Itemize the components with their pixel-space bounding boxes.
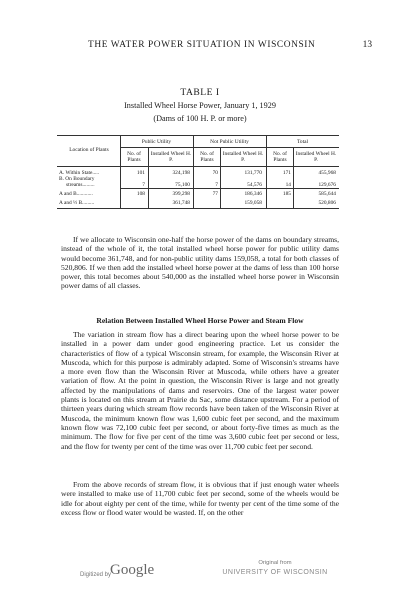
digitized-by-label: Digitized by — [80, 572, 112, 578]
group-total: Total — [297, 139, 308, 145]
cell-value: 399,298 — [172, 191, 190, 197]
page-number: 13 — [362, 40, 372, 50]
row-label: B. On Boundary — [59, 176, 95, 182]
original-from-label: Original from — [258, 560, 292, 566]
header-title: THE WATER POWER SITUATION IN WISCONSIN — [88, 40, 316, 50]
paragraph-text: From the above records of stream flow, it is obvious that if just enough water wheels were installed to make use of 11,700 cubic feet per second, some of the wheels would be idle for about eighty per cent of the time, while for twenty per cent of the time some of the excess flow or flood water would be wasted. If, on the other — [61, 480, 339, 517]
table-title: TABLE I — [180, 87, 220, 98]
row-label: streams......... — [66, 182, 95, 188]
row-label: A and ½ B......... — [59, 200, 95, 206]
group-public-utility: Public Utility — [141, 139, 172, 145]
cell-value: 455,968 — [318, 170, 336, 176]
cell-value: 129,676 — [318, 182, 336, 188]
row-label: A and B............ — [59, 191, 93, 197]
location-header: Location of Plants — [69, 147, 109, 153]
cell-value: 7 — [142, 182, 145, 188]
subheader-plants: No. of Plants — [200, 151, 214, 164]
subheader-hp: Installed Wheel H. P. — [222, 151, 264, 164]
running-header — [88, 40, 372, 50]
cell-value: 7 — [215, 182, 218, 188]
paragraph-text: If we allocate to Wisconsin one-half the horse power of the dams on boundary streams, instead of the whole of it, the total installed wheel horse power for public utility dams would become 361,748, and for non-public utility dams 159,058, a total for both classes of 520,806. If we then add the installed wheel horse power at the dams of less than 100 horse power, this total becomes about 540,000 as the installed wheel horse power in Wisconsin power dams of all classes. — [61, 235, 339, 291]
row-label: A. Within State..... — [59, 170, 100, 176]
group-rule — [120, 147, 339, 148]
cell-value: 108 — [136, 191, 145, 197]
scan-footer — [80, 558, 340, 590]
cell-value: 70 — [212, 170, 218, 176]
paragraph — [61, 480, 339, 517]
cell-value: 159,058 — [244, 200, 262, 206]
cell-value: 361,748 — [172, 200, 190, 206]
table-note: (Dams of 100 H. P. or more) — [153, 114, 247, 123]
cell-value: 14 — [285, 182, 291, 188]
paragraph — [61, 235, 339, 291]
subheader-plants: No. of Plants — [273, 151, 287, 164]
table-subtitle: Installed Wheel Horse Power, January 1, 1929 — [124, 101, 276, 110]
cell-value: 54,576 — [247, 182, 262, 188]
cell-value: 185 — [282, 191, 291, 197]
cell-value: 171 — [282, 170, 291, 176]
group-not-public-utility: Not Public Utility — [210, 139, 249, 145]
cell-value: 324,198 — [172, 170, 190, 176]
cell-value: 75,100 — [175, 182, 190, 188]
section-heading: Relation Between Installed Wheel Horse Power and Steam Flow — [96, 316, 304, 325]
cell-value: 520,806 — [318, 200, 336, 206]
subheader-hp: Installed Wheel H. P. — [150, 151, 192, 164]
university-label: UNIVERSITY OF WISCONSIN — [222, 569, 328, 576]
cell-value: 131,770 — [244, 170, 262, 176]
google-logo: Google — [110, 562, 155, 578]
cell-value: 77 — [212, 191, 218, 197]
cell-value: 101 — [136, 170, 145, 176]
cell-value: 186,346 — [244, 191, 262, 197]
subheader-hp: Installed Wheel H. P. — [295, 151, 337, 164]
subheader-plants: No. of Plants — [127, 151, 141, 164]
cell-value: 585,644 — [318, 191, 336, 197]
paragraph — [61, 330, 339, 451]
paragraph-text: The variation in stream flow has a direct bearing upon the wheel horse power to be installed in a power dam under good engineering practice. Let us consider the characteristics of flow of a typical Wisconsin stream, for example, the Wisconsin River at Muscoda, which for this purpose is admirably adapted. Some of Wisconsin's streams have a more even flow than the Wisconsin River at Muscoda, while others have a greater variation of flow. At the point in question, the Wisconsin River is large and not greatly affected by the manipulations of dams and reservoirs. One of the largest water power plants is located on this stream at Prairie du Sac, some distance upstream. For a period of thirteen years during which stream flow records have been taken of the Wisconsin River at Muscoda, the minimum known flow was 1,600 cubic feet per second, and the maximum known flow was 72,100 cubic feet per second, or about forty-five times as much as the minimum. The flow for five per cent of the time was 3,600 cubic feet per second or less, and the flow for twenty per cent of the time was over 11,700 cubic feet per second. — [61, 330, 339, 451]
table-bottom-rule — [57, 208, 339, 209]
table-top-rule — [57, 135, 339, 136]
header-bottom-rule — [57, 166, 339, 167]
